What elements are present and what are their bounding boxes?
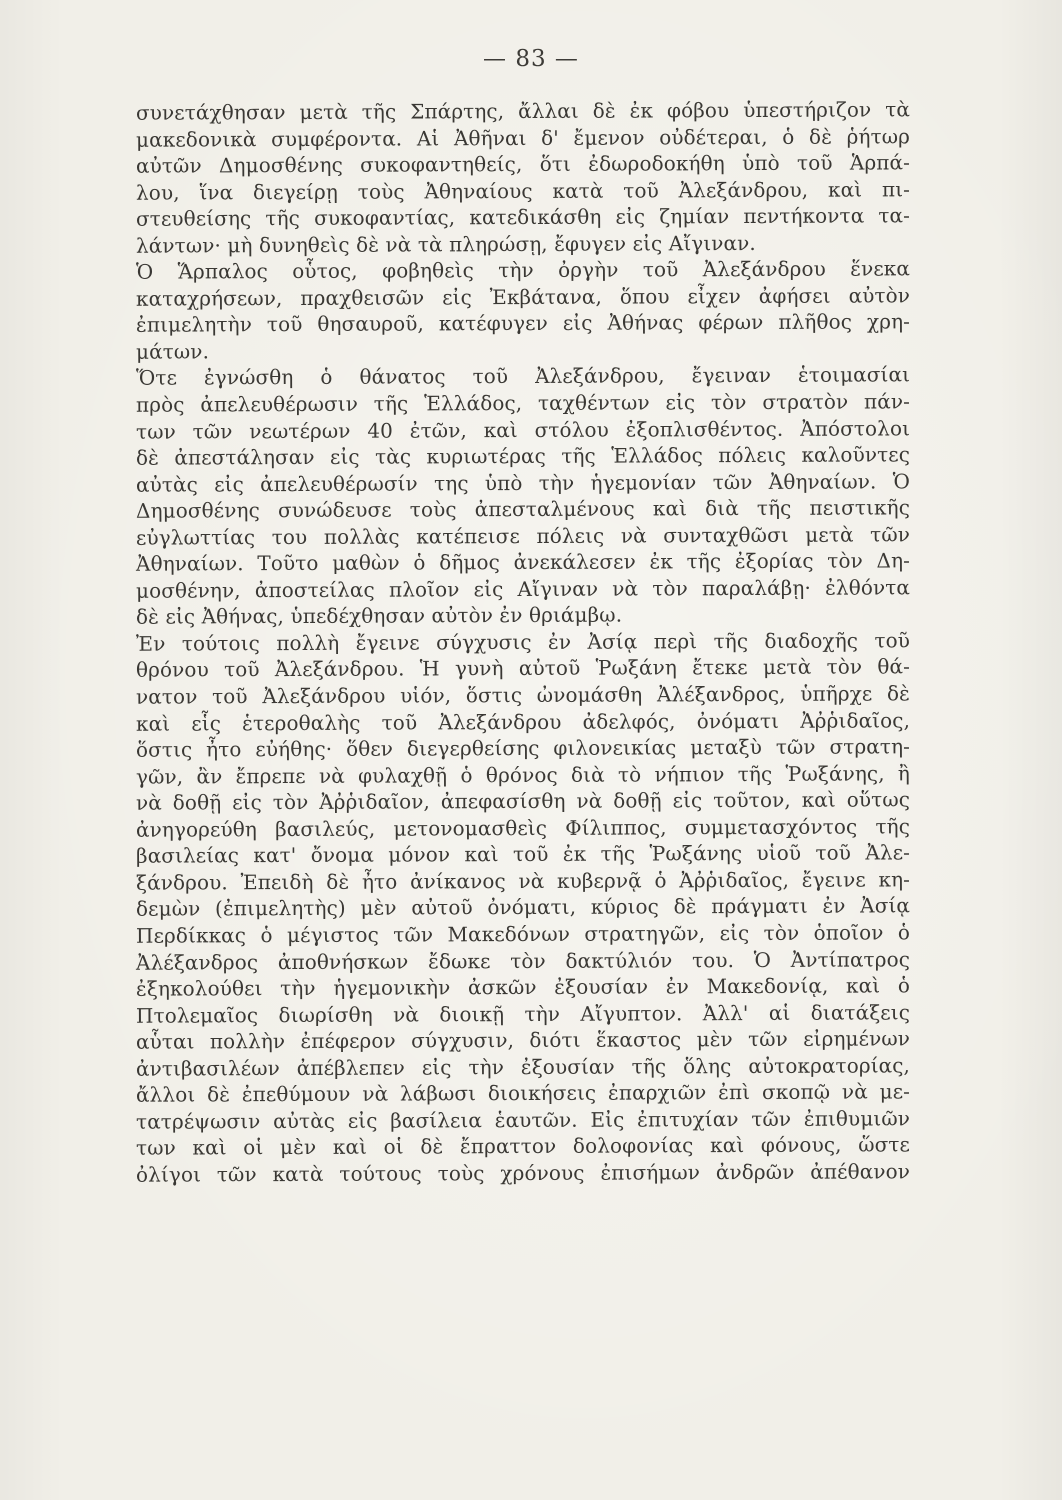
text-line: δὲ εἰς Ἀθήνας, ὑπεδέχθησαν αὐτὸν ἐν θριάμβῳ. [135, 602, 623, 630]
text-line: νατον τοῦ Ἀλεξάνδρου υἱόν, ὅστις ὠνομάσθη Ἀλέξανδρος, ὑπῆρχε δὲ [135, 681, 911, 709]
text-line: καταχρήσεων, πραχθεισῶν εἰς Ἐκβάτανα, ὅπου εἶχεν ἀφήσει αὐτὸν [135, 283, 911, 311]
text-line: ὀλίγοι τῶν κατὰ τούτους τοὺς χρόνους ἐπισήμων ἀνδρῶν ἀπέθανον [135, 1159, 911, 1187]
text-line: λου, ἵνα διεγείρῃ τοὺς Ἀθηναίους κατὰ τοῦ Ἀλεξάνδρου, καὶ πι- [135, 176, 911, 205]
text-line: Ὅτε ἐγνώσθη ὁ θάνατος τοῦ Ἀλεξάνδρου, ἔγειναν ἑτοιμασίαι [135, 362, 911, 391]
text-line: ἐξηκολούθει τὴν ἡγεμονικὴν ἀσκῶν ἐξουσίαν ἐν Μακεδονίᾳ, καὶ ὁ [135, 973, 911, 1001]
text-line: λάντων· μὴ δυνηθεὶς δὲ νὰ τὰ πληρώσῃ, ἔφυγεν εἰς Αἴγιναν. [135, 230, 756, 258]
text-line: Περδίκκας ὁ μέγιστος τῶν Μακεδόνων στρατηγῶν, εἰς τὸν ὁποῖον ὁ [135, 920, 911, 948]
text-line: νὰ δοθῇ εἰς τὸν Ἀῤῥιδαῖον, ἀπεφασίσθη νὰ δοθῇ εἰς τοῦτον, καὶ οὕτως [135, 787, 911, 815]
text-line: μακεδονικὰ συμφέροντα. Αἱ Ἀθῆναι δ' ἔμενον οὐδέτεραι, ὁ δὲ ῥήτωρ [135, 123, 911, 152]
text-line: αὐτῶν Δημοσθένης συκοφαντηθείς, ὅτι ἐδωροδοκήθη ὑπὸ τοῦ Ἁρπά- [135, 150, 911, 178]
text-line: ἀνηγορεύθη βασιλεύς, μετονομασθεὶς Φίλιππος, συμμετασχόντος τῆς [135, 814, 911, 842]
text-line: ἐπιμελητὴν τοῦ θησαυροῦ, κατέφυγεν εἰς Ἀθήνας φέρων πλῆθος χρη- [135, 309, 911, 338]
text-line: Ἀλέξανδρος ἀποθνήσκων ἔδωκε τὸν δακτύλιόν του. Ὁ Ἀντίπατρος [135, 946, 911, 975]
text-line: ἄλλοι δὲ ἐπεθύμουν νὰ λάβωσι διοικήσεις ἐπαρχιῶν ἐπὶ σκοπῷ νὰ με- [135, 1079, 911, 1107]
text-line: ὅστις ἦτο εὐήθης· ὅθεν διεγερθείσης φιλονεικίας μεταξὺ τῶν στρατη- [135, 734, 911, 762]
text-line: των τῶν νεωτέρων 40 ἐτῶν, καὶ στόλου ἐξοπλισθέντος. Ἀπόστολοι [135, 415, 911, 444]
text-line: θρόνου τοῦ Ἀλεξάνδρου. Ἡ γυνὴ αὐτοῦ Ῥωξάνη ἔτεκε μετὰ τὸν θά- [135, 654, 911, 683]
text-line: εὐγλωττίας του πολλὰς κατέπεισε πόλεις νὰ συνταχθῶσι μετὰ τῶν [135, 522, 911, 550]
text-line: πρὸς ἀπελευθέρωσιν τῆς Ἑλλάδος, ταχθέντων εἰς τὸν στρατὸν πάν- [135, 389, 911, 417]
text-line: αὐτὰς εἰς ἀπελευθέρωσίν της ὑπὸ τὴν ἡγεμονίαν τῶν Ἀθηναίων. Ὁ [135, 468, 911, 497]
text-line: ξάνδρου. Ἐπειδὴ δὲ ἦτο ἀνίκανος νὰ κυβερνᾷ ὁ Ἀῤῥιδαῖος, ἔγεινε κη- [135, 867, 911, 895]
text-line: των καὶ οἱ μὲν καὶ οἱ δὲ ἔπραττον δολοφονίας καὶ φόνους, ὥστε [135, 1132, 911, 1161]
text-line: στευθείσης τῆς συκοφαντίας, κατεδικάσθη εἰς ζημίαν πεντήκοντα τα- [135, 203, 911, 231]
text-line: καὶ εἷς ἑτεροθαλὴς τοῦ Ἀλεξάνδρου ἀδελφός, ὀνόματι Ἀῤῥιδαῖος, [135, 707, 911, 736]
text-line: Ἐν τούτοις πολλὴ ἔγεινε σύγχυσις ἐν Ἀσίᾳ περὶ τῆς διαδοχῆς τοῦ [135, 628, 911, 656]
text-line: Ὁ Ἅρπαλος οὗτος, φοβηθεὶς τὴν ὀργὴν τοῦ Ἀλεξάνδρου ἕνεκα [135, 256, 911, 284]
text-line: τατρέψωσιν αὐτὰς εἰς βασίλεια ἑαυτῶν. Εἰς ἐπιτυχίαν τῶν ἐπιθυμιῶν [135, 1106, 911, 1134]
text-line: μάτων. [135, 339, 210, 364]
text-line: γῶν, ἂν ἔπρεπε νὰ φυλαχθῇ ὁ θρόνος διὰ τὸ νήπιον τῆς Ῥωξάνης, ἢ [135, 760, 911, 789]
text-line: Πτολεμαῖος διωρίσθη νὰ διοικῇ τὴν Αἴγυπτον. Ἀλλ' αἱ διατάξεις [135, 999, 911, 1028]
page-number: — 83 — [483, 46, 579, 72]
text-line: συνετάχθησαν μετὰ τῆς Σπάρτης, ἄλλαι δὲ ἐκ φόβου ὑπεστήριζον τὰ [135, 97, 911, 125]
text-line: Δημοσθένης συνώδευσε τοὺς ἀπεσταλμένους καὶ διὰ τῆς πειστικῆς [135, 495, 911, 523]
text-line: δεμὼν (ἐπιμελητὴς) μὲν αὐτοῦ ὀνόματι, κύριος δὲ πράγματι ἐν Ἀσίᾳ [135, 893, 911, 922]
text-line: Ἀθηναίων. Τοῦτο μαθὼν ὁ δῆμος ἀνεκάλεσεν ἐκ τῆς ἐξορίας τὸν Δη- [135, 548, 911, 576]
text-line: ἀντιβασιλέων ἀπέβλεπεν εἰς τὴν ἐξουσίαν τῆς ὅλης αὐτοκρατορίας, [135, 1052, 911, 1081]
text-line: δὲ ἀπεστάλησαν εἰς τὰς κυριωτέρας τῆς Ἑλλάδος πόλεις καλοῦντες [135, 442, 911, 470]
body-text [136, 98, 910, 1186]
text-line: μοσθένην, ἀποστείλας πλοῖον εἰς Αἴγιναν νὰ τὸν παραλάβῃ· ἐλθόντα [135, 575, 911, 603]
text-line: βασιλείας κατ' ὄνομα μόνον καὶ τοῦ ἐκ τῆς Ῥωξάνης υἱοῦ τοῦ Ἀλε- [135, 840, 911, 869]
text-line: αὗται πολλὴν ἐπέφερον σύγχυσιν, διότι ἕκαστος μὲν τῶν εἰρημένων [135, 1026, 911, 1054]
